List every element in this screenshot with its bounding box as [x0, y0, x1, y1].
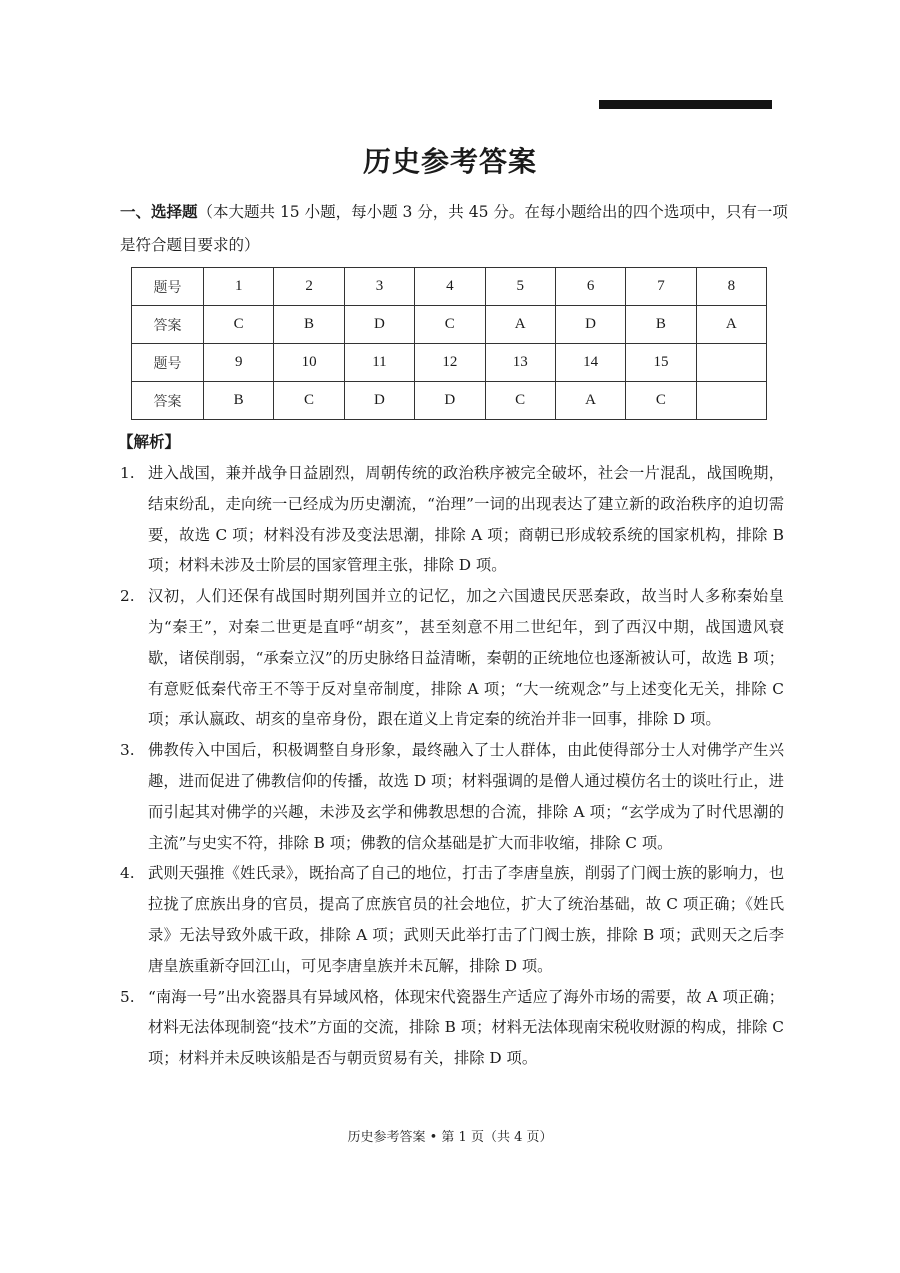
answer-cell: A: [696, 306, 766, 344]
table-row: [132, 382, 767, 420]
answer-cell: A: [555, 382, 625, 420]
answer-cell: A: [485, 306, 555, 344]
item-text: 进入战国，兼并战争日益剧烈，周朝传统的政治秩序被完全破坏，社会一片混乱，战国晚期，结束纷乱，走向统一已经成为历史潮流，“治理”一词的出现表达了建立新的政治秩序的迫切需要，故选 C 项；材料没有涉及变法思潮，排除 A 项；商朝已形成较系统的国家机构，排除 B 项；材料未涉及士阶层的国家管理主张，排除 D 项。: [148, 464, 784, 575]
analysis-item: [120, 458, 784, 581]
item-text: 佛教传入中国后，积极调整自身形象，最终融入了士人群体，由此使得部分士人对佛学产生兴趣，进而促进了佛教信仰的传播，故选 D 项；材料强调的是僧人通过模仿名士的谈吐行止，进而引起其对佛学的兴趣，未涉及玄学和佛教思想的合流，排除 A 项；“玄学成为了时代思潮的主流”与史实不符，排除 B 项；佛教的信众基础是扩大而非收缩，排除 C 项。: [148, 741, 784, 852]
question-number-cell: 5: [485, 268, 555, 306]
answer-cell: D: [344, 382, 414, 420]
section-instructions: （本大题共 15 小题，每小题 3 分，共 45 分。在每小题给出的四个选项中，只有一项是符合题目要求的）: [120, 203, 788, 254]
question-number-cell: [696, 344, 766, 382]
header-decorative-bar: [599, 100, 772, 109]
question-number-cell: 6: [555, 268, 625, 306]
analysis-item: [120, 735, 784, 858]
answer-cell: D: [555, 306, 625, 344]
answer-cell: C: [485, 382, 555, 420]
item-text: “南海一号”出水瓷器具有异域风格，体现宋代瓷器生产适应了海外市场的需要，故 A 项正确；材料无法体现制瓷“技术”方面的交流，排除 B 项；材料无法体现南宋税收财源的构成，排除 C 项；材料并未反映该船是否与朝贡贸易有关，排除 D 项。: [148, 987, 784, 1068]
answer-cell: [696, 382, 766, 420]
analysis-item: [120, 982, 784, 1074]
question-number-cell: 10: [274, 344, 344, 382]
answer-cell: D: [415, 382, 485, 420]
question-number-cell: 3: [344, 268, 414, 306]
table-row: [132, 306, 767, 344]
row-label: 答案: [132, 382, 204, 420]
item-number: 5.: [120, 987, 135, 1006]
table-row: [132, 344, 767, 382]
item-number: 1.: [120, 464, 135, 482]
item-text: 武则天强推《姓氏录》，既抬高了自己的地位，打击了李唐皇族，削弱了门阀士族的影响力，也拉拢了庶族出身的官员，提高了庶族官员的社会地位，扩大了统治基础，故 C 项正确；《姓氏录》无法导致外戚干政，排除 A 项；武则天此举打击了门阀士族，排除 B 项；武则天之后李唐皇族重新夺回江山，可见李唐皇族并未瓦解，排除 D 项。: [148, 864, 784, 975]
question-number-cell: 13: [485, 344, 555, 382]
analysis-list: [120, 458, 784, 1074]
question-number-cell: 11: [344, 344, 414, 382]
answer-cell: B: [626, 306, 696, 344]
answer-cell: C: [626, 382, 696, 420]
question-number-cell: 2: [274, 268, 344, 306]
answer-cell: C: [274, 382, 344, 420]
analysis-item: [120, 581, 784, 735]
row-label: 答案: [132, 306, 204, 344]
table-row: [132, 268, 767, 306]
page-footer: 历史参考答案 • 第 1 页（共 4 页）: [347, 1130, 553, 1145]
answer-cell: D: [344, 306, 414, 344]
question-number-cell: 9: [204, 344, 274, 382]
section-heading: 一、选择题: [120, 203, 198, 221]
answer-cell: C: [204, 306, 274, 344]
item-number: 4.: [120, 864, 135, 883]
question-number-cell: 15: [626, 344, 696, 382]
page-title: 历史参考答案: [362, 145, 537, 178]
answer-table: [131, 267, 767, 420]
answer-cell: B: [274, 306, 344, 344]
question-number-cell: 12: [415, 344, 485, 382]
question-number-cell: 7: [626, 268, 696, 306]
answer-cell: B: [204, 382, 274, 420]
row-label: 题号: [132, 268, 204, 306]
item-text: 汉初，人们还保有战国时期列国并立的记忆，加之六国遗民厌恶秦政，故当时人多称秦始皇为“秦王”，对秦二世更是直呼“胡亥”，甚至刻意不用二世纪年，到了西汉中期，战国遗风衰歇，诸侯削弱，“承秦立汉”的历史脉络日益清晰，秦朝的正统地位也逐渐被认可，故选 B 项；有意贬低秦代帝王不等于反对皇帝制度，排除 A 项；“大一统观念”与上述变化无关，排除 C 项；承认嬴政、胡亥的皇帝身份，跟在道义上肯定秦的统治并非一回事，排除 D 项。: [148, 587, 784, 729]
question-number-cell: 14: [555, 344, 625, 382]
item-number: 2.: [120, 587, 135, 606]
analysis-item: [120, 858, 784, 981]
analysis-heading: 【解析】: [118, 433, 181, 451]
question-number-cell: 1: [204, 268, 274, 306]
section-intro: [120, 196, 790, 262]
item-number: 3.: [120, 741, 135, 760]
question-number-cell: 4: [415, 268, 485, 306]
row-label: 题号: [132, 344, 204, 382]
question-number-cell: 8: [696, 268, 766, 306]
answer-cell: C: [415, 306, 485, 344]
